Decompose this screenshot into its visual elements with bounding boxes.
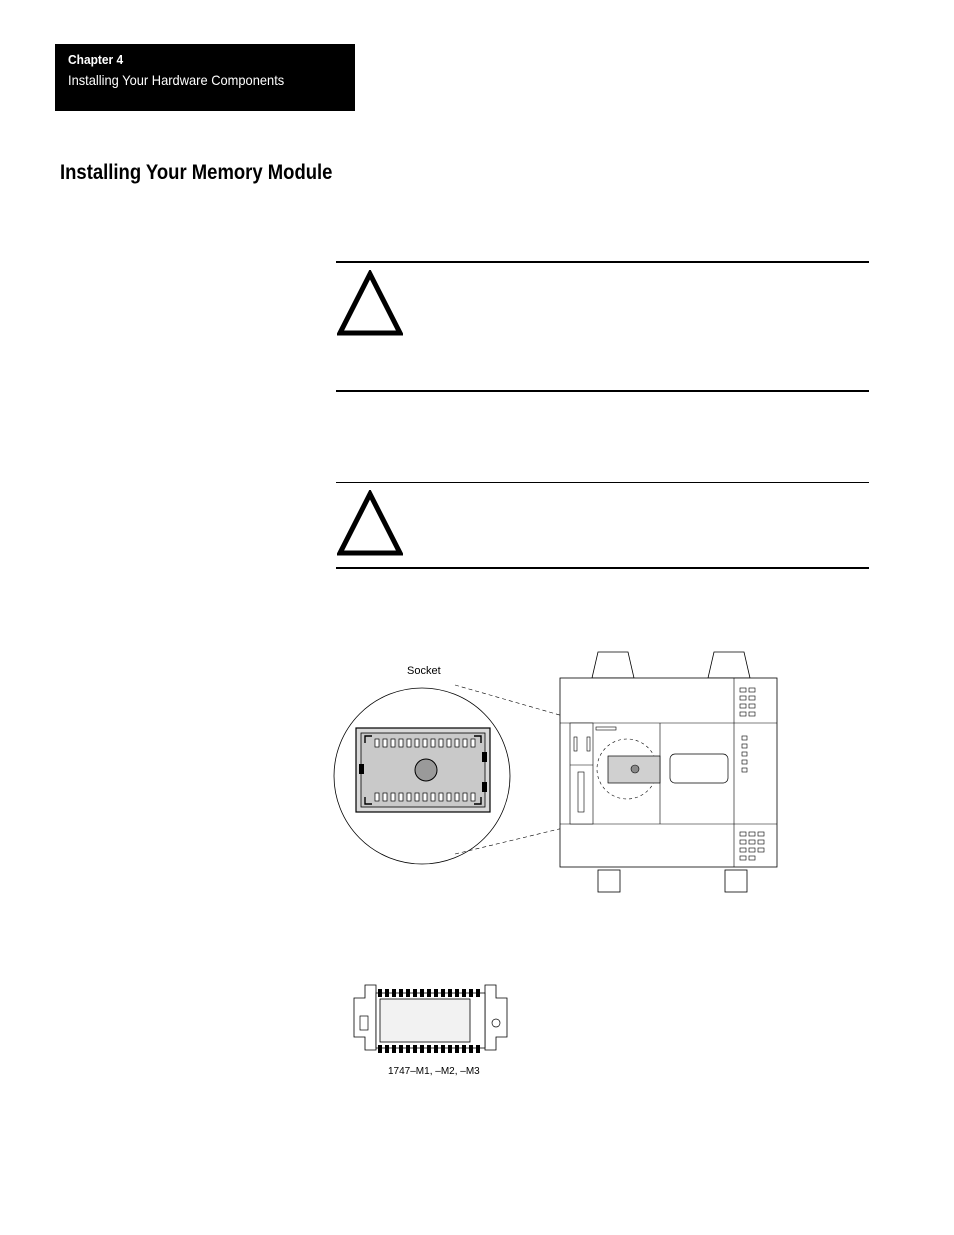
socket-label: Socket [407, 665, 441, 677]
warning-triangle-icon [337, 490, 403, 556]
memory-module-figure [330, 640, 790, 1100]
chapter-title: Installing Your Hardware Components [68, 72, 285, 88]
memory-module [354, 985, 507, 1053]
warning-triangle-icon [337, 270, 403, 336]
notice-bottom-rule [336, 390, 869, 392]
socket-magnified-view [334, 688, 510, 864]
processor-unit [560, 652, 777, 892]
notice-bottom-rule [336, 567, 869, 569]
notice-top-rule [336, 482, 869, 483]
chapter-number: Chapter 4 [68, 52, 124, 67]
chapter-header [55, 44, 355, 111]
section-title: Installing Your Memory Module [60, 161, 333, 184]
notice-top-rule [336, 261, 869, 263]
module-part-label: 1747–M1, –M2, –M3 [388, 1066, 480, 1077]
